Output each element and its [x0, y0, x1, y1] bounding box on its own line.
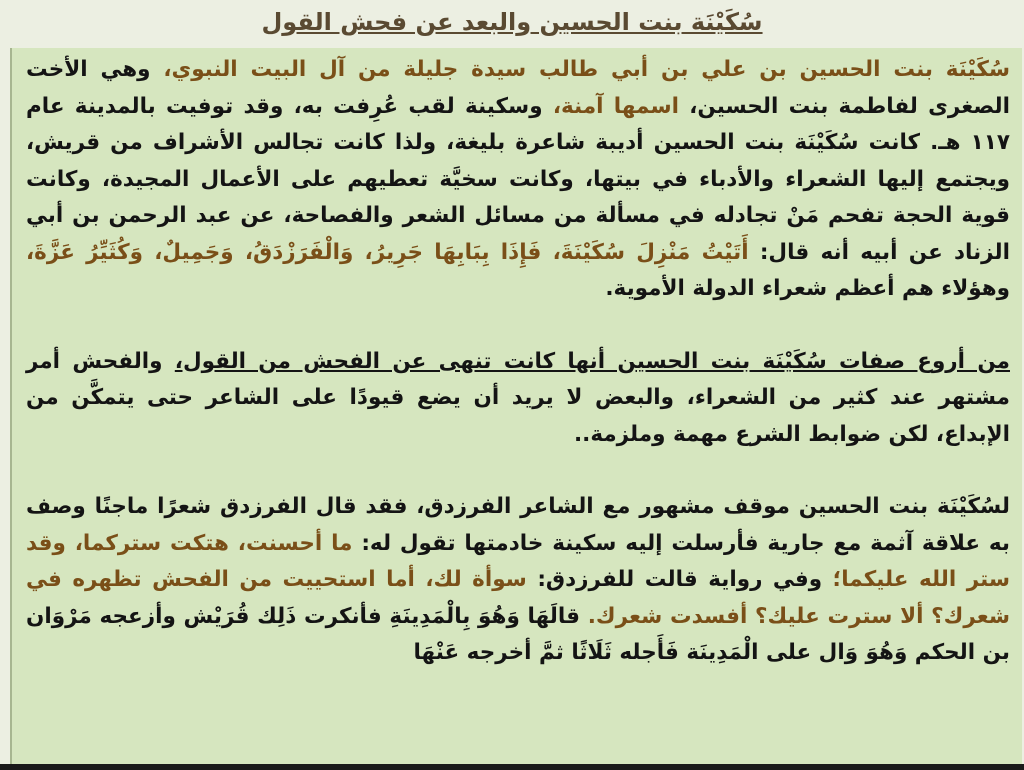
p1-body: وسكينة لقب عُرِفت به، وقد توفيت بالمدينة عام ١١٧ هـ. كانت سُكَيْنَة بنت الحسين أديبة شاعرة بليغة، ولذا كانت تجالس الأشراف من قريش، ويجتمع إليها الشعراء والأدباء في بيتها، وكانت سخيَّة تعطيهم على الأعمال المجيدة، وكانت قوية الحجة تفحم مَنْ تجادله في مسألة من مسائل الشعر والفصاحة، عن عبد الرحمن بن أبي الزناد عن أبيه أنه قال: [26, 93, 1010, 265]
p3-quote-2: سوأة لك، أما استحييت من الفحش تظهره في شعرك؟ ألا سترت عليك؟ أفسدت شعرك. [26, 567, 1011, 629]
paragraph-2 [26, 344, 1010, 454]
paragraph-gap [26, 308, 1010, 344]
paragraph-3 [26, 489, 1010, 672]
title-bar [0, 0, 1024, 46]
p1-end: وهؤلاء هم أعظم شعراء الدولة الأموية. [605, 276, 1010, 301]
page-title: سُكَيْنَة بنت الحسين والبعد عن فحش القول [261, 8, 763, 36]
p1-text: وهي الأخت الصغرى لفاطمة بنت الحسين، [26, 57, 1010, 119]
p2-underlined: من أروع صفات سُكَيْنَة بنت الحسين أنها كانت تنهى عن الفحش من القول، [174, 348, 1010, 374]
p1-name-highlight: اسمها آمنة، [552, 93, 679, 119]
p2-body: والفحش أمر مشتهر عند كثير من الشعراء، والبعض لا يريد أن يضع قيودًا على الشاعر حتى يتمكَّن من الإبداع، لكن ضوابط الشرع مهمة وملزمة.. [26, 348, 1010, 447]
p3-end: قالَهَا وَهُوَ بِالْمَدِينَةِ فأنكرت ذَلِك قُرَيْش وأزعجه مَرْوَان بن الحكم وَهُوَ وَال على الْمَدِينَة فَأَجله ثَلَاثًا ثمَّ أخرجه عَنْهَا [26, 603, 1010, 665]
paragraph-gap [26, 453, 1010, 489]
content-panel [10, 48, 1022, 764]
p3-quote-1: ما أحسنت، هتكت ستركما، وقد ستر الله عليكما؛ [26, 530, 1010, 592]
p3-body: لسُكَيْنَة بنت الحسين موقف مشهور مع الشاعر الفرزدق، فقد قال الفرزدق شعرًا ماجنًا وصف به علاقة آثمة مع جارية فأرسلت إليه سكينة خادمتها تقول له: [26, 494, 1010, 556]
article-body [26, 52, 1010, 672]
p1-quote: أَتَيْتُ مَنْزِلَ سُكَيْنَةَ، فَإِذَا بِبَابِهَا جَرِيرُ، وَالْفَرَزْدَقُ، وَجَمِيلٌ، وَكُثَيِّرُ عَزَّةَ، [26, 239, 749, 265]
paragraph-1 [26, 52, 1010, 308]
p3-text: وفي رواية قالت للفرزدق: [526, 567, 833, 592]
p1-intro: سُكَيْنَة بنت الحسين بن علي بن أبي طالب سيدة جليلة من آل البيت النبوي، [163, 57, 1010, 82]
bottom-rule [0, 764, 1024, 770]
